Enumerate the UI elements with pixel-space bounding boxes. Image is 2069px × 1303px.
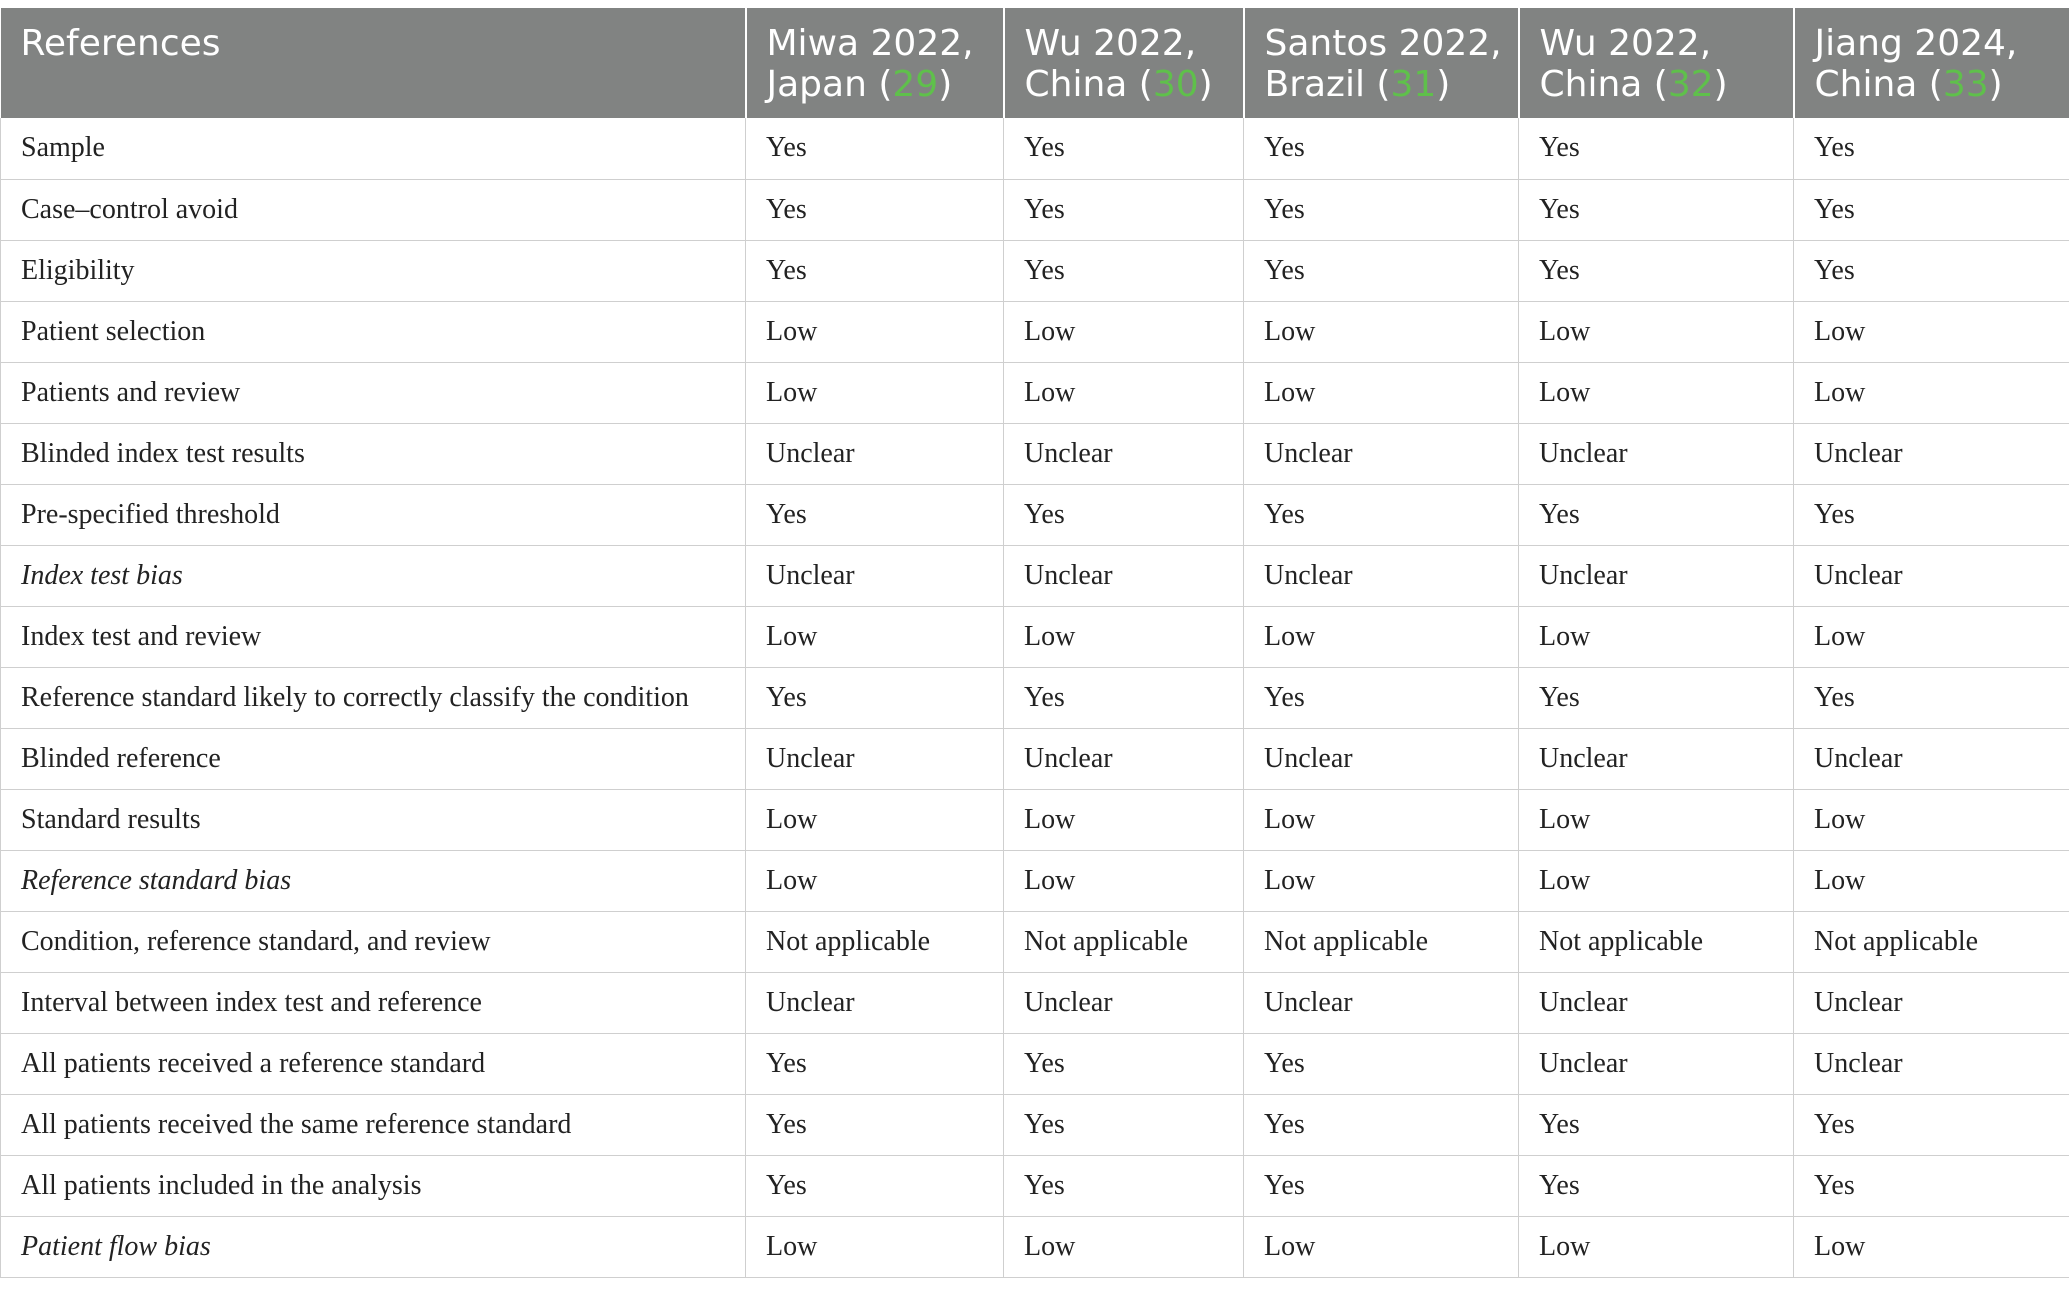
header-references: References bbox=[1, 8, 746, 118]
row-label: Patient selection bbox=[1, 301, 746, 362]
cell-value: Low bbox=[1519, 301, 1794, 362]
cell-value: Low bbox=[1244, 301, 1519, 362]
table-row bbox=[1, 850, 2069, 911]
cell-value: Not applicable bbox=[1244, 911, 1519, 972]
header-study-3: Santos 2022, Brazil (31) bbox=[1244, 8, 1519, 118]
row-label: Pre-specified threshold bbox=[1, 484, 746, 545]
row-label: Index test and review bbox=[1, 606, 746, 667]
cell-value: Unclear bbox=[1519, 972, 1794, 1033]
table-row bbox=[1, 789, 2069, 850]
cell-value: Low bbox=[1244, 850, 1519, 911]
table-header bbox=[1, 8, 2069, 118]
row-label: Condition, reference standard, and review bbox=[1, 911, 746, 972]
cell-value: Low bbox=[1004, 362, 1244, 423]
cell-value: Unclear bbox=[1004, 423, 1244, 484]
row-label: All patients received the same reference standard bbox=[1, 1094, 746, 1155]
cell-value: Yes bbox=[1244, 179, 1519, 240]
cell-value: Yes bbox=[1004, 179, 1244, 240]
cell-value: Yes bbox=[1004, 667, 1244, 728]
cell-value: Low bbox=[1244, 1216, 1519, 1277]
study-country: China bbox=[1814, 64, 1918, 105]
cell-value: Low bbox=[1004, 606, 1244, 667]
table-row bbox=[1, 1155, 2069, 1216]
cell-value: Low bbox=[1794, 301, 2069, 362]
cell-value: Unclear bbox=[1794, 545, 2069, 606]
table-body bbox=[1, 118, 2069, 1277]
row-label: Patients and review bbox=[1, 362, 746, 423]
row-label: Index test bias bbox=[1, 545, 746, 606]
table-row bbox=[1, 423, 2069, 484]
quality-assessment-table-container bbox=[0, 8, 2069, 1278]
cell-value: Yes bbox=[746, 667, 1004, 728]
row-label: Reference standard bias bbox=[1, 850, 746, 911]
cell-value: Low bbox=[1794, 606, 2069, 667]
cell-value: Yes bbox=[1794, 179, 2069, 240]
study-country: China bbox=[1539, 64, 1643, 105]
cell-value: Low bbox=[746, 1216, 1004, 1277]
cell-value: Unclear bbox=[1519, 728, 1794, 789]
cell-value: Low bbox=[1794, 850, 2069, 911]
cell-value: Unclear bbox=[1244, 972, 1519, 1033]
quality-assessment-table bbox=[0, 8, 2069, 1278]
row-label: Case–control avoid bbox=[1, 179, 746, 240]
row-label: Patient flow bias bbox=[1, 1216, 746, 1277]
study-title: Wu 2022, bbox=[1024, 23, 1197, 64]
cell-value: Low bbox=[1244, 362, 1519, 423]
cell-value: Low bbox=[746, 789, 1004, 850]
cell-value: Yes bbox=[1004, 1155, 1244, 1216]
cell-value: Low bbox=[746, 606, 1004, 667]
cell-value: Unclear bbox=[746, 972, 1004, 1033]
cell-value: Yes bbox=[1519, 1155, 1794, 1216]
cell-value: Yes bbox=[1244, 1094, 1519, 1155]
cell-value: Unclear bbox=[1794, 423, 2069, 484]
cell-value: Unclear bbox=[1519, 1033, 1794, 1094]
cell-value: Low bbox=[1004, 850, 1244, 911]
citation-link[interactable]: 31 bbox=[1390, 64, 1437, 105]
cell-value: Low bbox=[1519, 362, 1794, 423]
cell-value: Unclear bbox=[1244, 545, 1519, 606]
cell-value: Yes bbox=[1244, 667, 1519, 728]
row-label: All patients included in the analysis bbox=[1, 1155, 746, 1216]
cell-value: Low bbox=[746, 362, 1004, 423]
cell-value: Unclear bbox=[746, 545, 1004, 606]
citation-link[interactable]: 33 bbox=[1942, 64, 1989, 105]
cell-value: Unclear bbox=[1004, 545, 1244, 606]
cell-value: Yes bbox=[1244, 484, 1519, 545]
cell-value: Low bbox=[746, 301, 1004, 362]
cell-value: Low bbox=[746, 850, 1004, 911]
row-label: Eligibility bbox=[1, 240, 746, 301]
cell-value: Yes bbox=[746, 1033, 1004, 1094]
table-row bbox=[1, 240, 2069, 301]
cell-value: Low bbox=[1519, 606, 1794, 667]
cell-value: Yes bbox=[1004, 240, 1244, 301]
table-row bbox=[1, 484, 2069, 545]
cell-value: Unclear bbox=[746, 728, 1004, 789]
table-row bbox=[1, 362, 2069, 423]
study-country: China bbox=[1024, 64, 1128, 105]
cell-value: Yes bbox=[1519, 484, 1794, 545]
cell-value: Yes bbox=[1004, 1094, 1244, 1155]
cell-value: Yes bbox=[746, 1155, 1004, 1216]
cell-value: Not applicable bbox=[1794, 911, 2069, 972]
cell-value: Yes bbox=[746, 118, 1004, 179]
cell-value: Low bbox=[1004, 301, 1244, 362]
cell-value: Yes bbox=[1519, 667, 1794, 728]
cell-value: Yes bbox=[746, 1094, 1004, 1155]
header-study-2: Wu 2022, China (30) bbox=[1004, 8, 1244, 118]
cell-value: Yes bbox=[1519, 240, 1794, 301]
table-row bbox=[1, 911, 2069, 972]
cell-value: Unclear bbox=[1244, 728, 1519, 789]
table-row bbox=[1, 606, 2069, 667]
row-label: Blinded index test results bbox=[1, 423, 746, 484]
cell-value: Yes bbox=[1004, 1033, 1244, 1094]
cell-value: Unclear bbox=[1519, 423, 1794, 484]
row-label: Reference standard likely to correctly classify the condition bbox=[1, 667, 746, 728]
cell-value: Low bbox=[1519, 850, 1794, 911]
study-title: Santos 2022, bbox=[1264, 23, 1502, 64]
cell-value: Yes bbox=[1794, 484, 2069, 545]
cell-value: Yes bbox=[1004, 118, 1244, 179]
cell-value: Yes bbox=[1244, 1033, 1519, 1094]
cell-value: Yes bbox=[1244, 240, 1519, 301]
cell-value: Low bbox=[1519, 1216, 1794, 1277]
table-row bbox=[1, 118, 2069, 179]
citation-link[interactable]: 32 bbox=[1667, 64, 1714, 105]
cell-value: Not applicable bbox=[746, 911, 1004, 972]
study-country: Japan bbox=[766, 64, 867, 105]
cell-value: Yes bbox=[746, 484, 1004, 545]
cell-value: Unclear bbox=[1004, 728, 1244, 789]
cell-value: Unclear bbox=[1519, 545, 1794, 606]
study-country: Brazil bbox=[1264, 64, 1365, 105]
cell-value: Low bbox=[1244, 606, 1519, 667]
cell-value: Unclear bbox=[1794, 1033, 2069, 1094]
cell-value: Low bbox=[1794, 362, 2069, 423]
cell-value: Yes bbox=[1794, 667, 2069, 728]
cell-value: Yes bbox=[1004, 484, 1244, 545]
row-label: Sample bbox=[1, 118, 746, 179]
cell-value: Not applicable bbox=[1519, 911, 1794, 972]
citation-link[interactable]: 30 bbox=[1152, 64, 1199, 105]
study-title: Jiang 2024, bbox=[1814, 23, 2018, 64]
header-study-5: Jiang 2024, China (33) bbox=[1794, 8, 2069, 118]
cell-value: Unclear bbox=[1244, 423, 1519, 484]
row-label: Standard results bbox=[1, 789, 746, 850]
table-row bbox=[1, 1094, 2069, 1155]
table-row bbox=[1, 1216, 2069, 1277]
cell-value: Yes bbox=[1794, 1155, 2069, 1216]
cell-value: Yes bbox=[1794, 118, 2069, 179]
table-row bbox=[1, 667, 2069, 728]
citation-link[interactable]: 29 bbox=[892, 64, 939, 105]
cell-value: Yes bbox=[1519, 118, 1794, 179]
table-row bbox=[1, 728, 2069, 789]
row-label: All patients received a reference standard bbox=[1, 1033, 746, 1094]
cell-value: Yes bbox=[1519, 1094, 1794, 1155]
header-study-4: Wu 2022, China (32) bbox=[1519, 8, 1794, 118]
cell-value: Yes bbox=[746, 240, 1004, 301]
study-title: Wu 2022, bbox=[1539, 23, 1712, 64]
row-label: Interval between index test and reference bbox=[1, 972, 746, 1033]
cell-value: Low bbox=[1794, 789, 2069, 850]
table-row bbox=[1, 301, 2069, 362]
cell-value: Unclear bbox=[746, 423, 1004, 484]
table-row bbox=[1, 179, 2069, 240]
cell-value: Unclear bbox=[1794, 728, 2069, 789]
table-row bbox=[1, 1033, 2069, 1094]
cell-value: Yes bbox=[1244, 1155, 1519, 1216]
cell-value: Unclear bbox=[1004, 972, 1244, 1033]
cell-value: Yes bbox=[1244, 118, 1519, 179]
cell-value: Low bbox=[1244, 789, 1519, 850]
table-row bbox=[1, 972, 2069, 1033]
cell-value: Not applicable bbox=[1004, 911, 1244, 972]
cell-value: Yes bbox=[1794, 1094, 2069, 1155]
cell-value: Yes bbox=[1794, 240, 2069, 301]
row-label: Blinded reference bbox=[1, 728, 746, 789]
cell-value: Low bbox=[1004, 789, 1244, 850]
cell-value: Yes bbox=[746, 179, 1004, 240]
header-row bbox=[1, 8, 2069, 118]
cell-value: Yes bbox=[1519, 179, 1794, 240]
table-row bbox=[1, 545, 2069, 606]
study-title: Miwa 2022, bbox=[766, 23, 974, 64]
cell-value: Low bbox=[1794, 1216, 2069, 1277]
cell-value: Low bbox=[1004, 1216, 1244, 1277]
header-study-1: Miwa 2022, Japan (29) bbox=[746, 8, 1004, 118]
cell-value: Unclear bbox=[1794, 972, 2069, 1033]
cell-value: Low bbox=[1519, 789, 1794, 850]
